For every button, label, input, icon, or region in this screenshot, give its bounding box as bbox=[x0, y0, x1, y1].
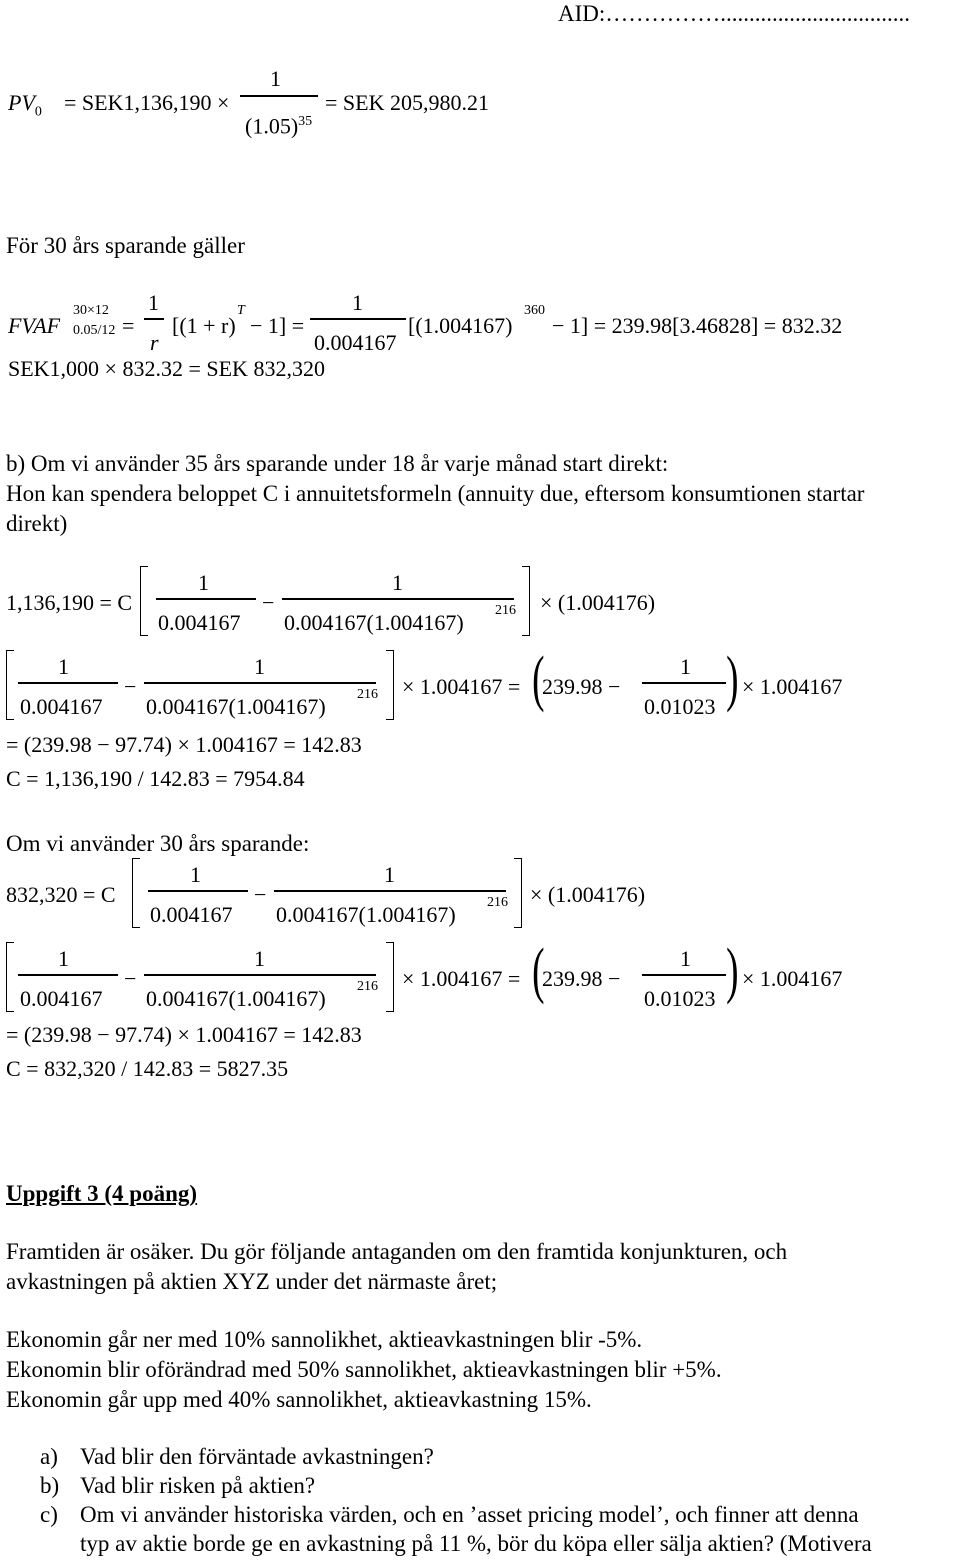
fvaf-mid3: [(1.004167) bbox=[408, 313, 513, 338]
calc30-lhs: 832,320 = C bbox=[6, 882, 116, 907]
pv-subscript: 0 bbox=[34, 104, 42, 120]
fvaf-f2-bar bbox=[310, 318, 406, 320]
calc35-factor: × (1.004176) bbox=[540, 590, 656, 615]
question-b: Vad blir risken på aktien? bbox=[80, 1473, 316, 1498]
pv-frac-bar bbox=[240, 95, 318, 97]
question-c-label: c) bbox=[40, 1502, 58, 1527]
pv-frac-num: 1 bbox=[270, 66, 281, 91]
section-30b-heading: Om vi använder 30 års sparande: bbox=[6, 831, 310, 856]
pv-exp: 35 bbox=[298, 114, 313, 129]
aid-field: AID:……………................................. bbox=[558, 1, 911, 26]
calc30-line3: = (239.98 − 97.74) × 1.004167 = 142.83 bbox=[6, 1022, 362, 1047]
calc35-d1: 0.004167 bbox=[158, 610, 241, 635]
pv-lhs: PV bbox=[8, 90, 35, 115]
fvaf-f1-num: 1 bbox=[148, 290, 159, 315]
fvaf-T: T bbox=[237, 303, 245, 318]
b-line3: direkt) bbox=[6, 511, 68, 536]
task3-p1-line1: Framtiden är osäker. Du gör följande antaganden om den framtida konjunkturen, och bbox=[6, 1239, 788, 1264]
fvaf-sup: 30×12 bbox=[73, 303, 109, 318]
b-line1: b) Om vi använder 35 års sparande under 18 år varje månad start direkt: bbox=[6, 451, 669, 476]
pv-rhs: = SEK 205,980.21 bbox=[325, 90, 489, 115]
task3-title: Uppgift 3 (4 poäng) bbox=[6, 1181, 198, 1206]
fvaf-mid1: [(1 + r) bbox=[172, 313, 236, 338]
task3-scenario-2: Ekonomin blir oförändrad med 50% sannolikhet, aktieavkastningen blir +5%. bbox=[6, 1357, 722, 1382]
fvaf-line2: SEK1,000 × 832.32 = SEK 832,320 bbox=[8, 356, 325, 381]
calc35-line3: = (239.98 − 97.74) × 1.004167 = 142.83 bbox=[6, 732, 362, 757]
fvaf-mid4: − 1] = 239.98[3.46828] = 832.32 bbox=[552, 313, 843, 338]
pv-eq1: = SEK1,136,190 × bbox=[64, 90, 230, 115]
task3-scenario-1: Ekonomin går ner med 10% sannolikhet, aktieavkastningen blir -5%. bbox=[6, 1327, 643, 1352]
calc35-line4: C = 1,136,190 / 142.83 = 7954.84 bbox=[6, 766, 305, 791]
question-b-label: b) bbox=[40, 1473, 60, 1498]
fvaf-lhs: FVAF bbox=[8, 313, 61, 338]
fvaf-f1-den: r bbox=[150, 330, 159, 355]
b-line2: Hon kan spendera beloppet C i annuitetsformeln (annuity due, eftersom konsumtionen startar bbox=[6, 481, 865, 506]
fvaf-sub: 0.05/12 bbox=[73, 323, 116, 338]
task3-p1-line2: avkastningen på aktien XYZ under det närmaste året; bbox=[6, 1269, 498, 1294]
fvaf-sup360: 360 bbox=[524, 303, 545, 318]
pv-frac-den: (1.05) bbox=[245, 113, 299, 139]
fvaf-f2-num: 1 bbox=[352, 290, 363, 315]
section-30-heading: För 30 års sparande gäller bbox=[6, 233, 245, 258]
question-a-label: a) bbox=[40, 1444, 58, 1469]
question-c: Om vi använder historiska värden, och en ’asset pricing model’, och finner att denna bbox=[80, 1502, 859, 1527]
fvaf-mid2: − 1] = bbox=[250, 313, 305, 338]
question-c-line2: typ av aktie borde ge en avkastning på 11 %, bör du köpa eller sälja aktien? (Motivera bbox=[80, 1531, 872, 1556]
task3-scenario-3: Ekonomin går upp med 40% sannolikhet, aktieavkastning 15%. bbox=[6, 1387, 592, 1412]
question-a: Vad blir den förväntade avkastningen? bbox=[80, 1444, 434, 1469]
calc35-lhs: 1,136,190 = C bbox=[6, 590, 133, 615]
calc30-line4: C = 832,320 / 142.83 = 5827.35 bbox=[6, 1056, 289, 1081]
fvaf-f2-den: 0.004167 bbox=[314, 330, 397, 355]
fvaf-f1-bar bbox=[144, 318, 164, 320]
calc35-d2: 0.004167(1.004167) bbox=[284, 610, 464, 635]
